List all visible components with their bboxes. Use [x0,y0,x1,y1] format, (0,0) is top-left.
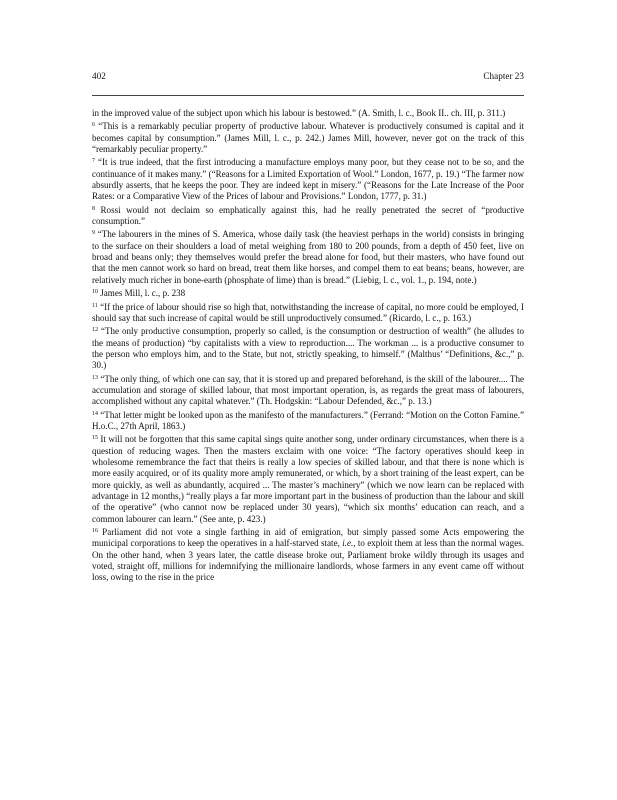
footnote-8 [92,205,524,228]
footnote-text: in the improved value of the subject upon which his labour is bestowed.” (A. Smith, l. c., Book II.. ch. III, p. 311.) [92,108,506,118]
footnote-text: “This is a remarkably peculiar property of productive labour. Whatever is productively consumed is capital and it becomes capital by consumption.” (James Mill, l. c., p. 242.) James Mill, however, never got on the track of this “remarkably peculiar property.” [92,121,525,155]
page-header [92,71,524,82]
footnote-10 [92,288,524,299]
footnote-number: 14 [92,410,98,417]
footnote-continuation [92,108,524,119]
footnote-text: “It is true indeed, that the first introducing a manufacture employs many poor, but they cease not to be so, and the continuance of it makes many.” (“Reasons for a Limited Exportation of Wool.” London, 1677, p. 19.) “The farmer now absurdly asserts, that he keeps the poor. They are indeed kept in misery.” (“Reasons for the Late Increase of the Poor Rates: or a Comparative View of the Prices of labour and Provisions.” London, 1777, p. 31.) [92,157,525,202]
footnote-text: “The labourers in the mines of S. America, whose daily task (the heaviest perhaps in the world) consists in bringing to the surface on their shoulders a load of metal weighing from 180 to 200 pounds, from a depth of 450 feet, live on broad and beans only; they themselves would prefer the bread alone for food, but their masters, who have found out that the men cannot work so hard on bread, treat them like horses, and compel them to eat beans; beans, however, are relatively much richer in bone-earth (phosphate of lime) than is bread.” (Liebig, l. c., vol. 1., p. 194, note.) [92,229,524,285]
footnote-number: 13 [92,374,98,381]
footnote-number: 15 [92,435,98,442]
running-chapter-title: Chapter 23 [483,71,524,81]
footnote-13 [92,374,524,408]
footnote-number: 8 [92,205,95,212]
footnote-text: “The only productive consumption, properly so called, is the consumption or destruction of wealth” (he alludes to the means of production) “by capitalists with a view to reproduction.... The workman ... is a productive consumer to the person who employs him, and to the State, but not, strictly speaking, to himself.” (Malthus’ “Definitions, &c.,” p. 30.) [92,326,524,371]
footnote-14 [92,410,524,433]
footnote-16 [92,527,524,584]
footnote-15 [92,434,524,525]
footnotes-section [92,108,524,586]
footnote-text: It will not be forgotten that this same capital sings quite another song, under ordinary circumstances, when there is a question of reducing wages. Then the masters exclaim with one voice: “The factory operatives should keep in wholesome remembrance the fact that theirs is really a low species of skilled labour, and that there is none which is more easily acquired, or of its quality more amply remunerated, or which, by a short training of the least expert, can be more quickly, as well as abundantly, acquired ... The master’s machinery” (which we now learn can be replaced with advantage in 12 months,) “really plays a far more important part in the business of production than the labour and skill of the operative” (who cannot now be replaced under 30 years), “which six months’ education can reach, and a common labourer can learn.” (See ante, p. 423.) [92,434,524,524]
footnote-number: 12 [92,327,98,334]
footnote-text: “If the price of labour should rise so high that, notwithstanding the increase of capital, no more could be employed, I should say that such increase of capital would be still unproductively consumed.” (Ricardo, l. c., p. 163.) [92,301,524,323]
footnote-number: 16 [92,528,98,535]
footnote-6 [92,121,524,155]
footnote-7 [92,157,524,202]
footnote-text: Rossi would not declaim so emphatically against this, had he really penetrated the secret of “productive consumption.” [92,204,525,227]
footnote-text: James Mill, l. c., p. 238 [100,288,186,299]
footnote-number: 11 [92,302,98,309]
footnote-12 [92,326,524,371]
footnote-9 [92,229,524,286]
footnote-11 [92,302,524,325]
footnote-text: Parliament did not vote a single farthing in aid of emigration, but simply passed some Acts empowering the municipal corporations to keep the operatives in a half-starved state, i.e., to exploit them at less than the normal wages. On the other hand, when 3 years later, the cattle disease broke out, Parliament broke wildly through its usages and voted, straight off, millions for indemnifying the millionaire landlords, whose farmers in any event came off without loss, owing to the rise in the price [92,527,524,583]
footnote-number: 10 [92,289,98,296]
footnote-number: 9 [92,230,95,237]
footnote-number: 6 [92,122,95,129]
page-number: 402 [92,71,106,81]
footnote-text: “That letter might be looked upon as the manifesto of the manufacturers.” (Ferrand: “Motion on the Cotton Famine.” H.o.C., 27th April, 1863.) [92,409,525,431]
header-rule [92,95,524,96]
footnote-text: “The only thing, of which one can say, that it is stored up and prepared beforehand, is the skill of the labourer.... The accumulation and storage of skilled labour, that most important operation, is, as regards the great mass of labourers, accomplished without any capital whatever.” (Th. Hodgskin: “Labour Defended, &c.,” p. 13.) [92,373,524,407]
footnote-number: 7 [92,158,95,165]
